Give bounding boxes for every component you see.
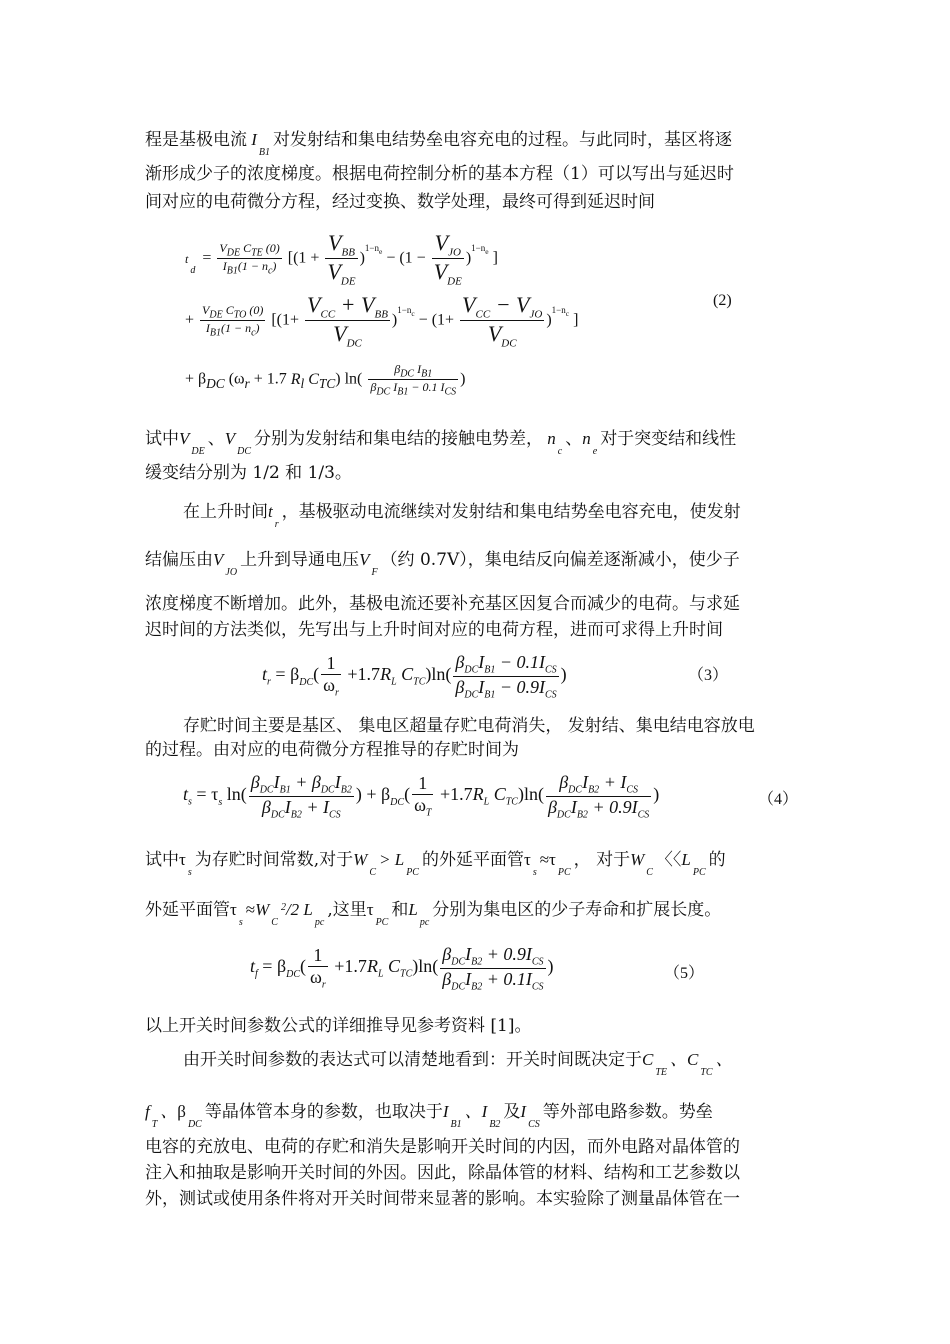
symbol-WC-gt-LPC: $W_C> L_{PC}$ (353, 850, 419, 878)
symbol-WC2-2Lpc: $W_C^2/2$ $L_{pc}$ (255, 900, 325, 928)
symbol-ne: $n_e$ (582, 429, 598, 457)
text-span: 由开关时间参数的表达式可以清楚地看到：开关时间既决定于 (183, 1050, 642, 1070)
text-span: 外延平面管 (145, 900, 230, 920)
symbol-nc: $n_c$ (543, 429, 563, 457)
para1-line2: 渐形成少子的浓度梯度。根据电荷控制分析的基本方程（1）可以写出与延迟时 (145, 164, 734, 184)
para5-line2 (145, 898, 722, 928)
equation-5: $t_f = \beta_{DC}$( $\frac{1}{\omega_r}$ $+1.7R_L$ $C_{TC})\ln$( $\frac{\beta_{DC}I_{B2} + 0.9I_{CS}}{\beta_{DC}I_{B2} + 0.1I_{CS}}$ ) (250, 944, 554, 993)
para7-line1 (183, 1048, 733, 1078)
text-span: 等晶体管本身的参数，也取决于 (204, 1102, 443, 1122)
para3-line2 (145, 548, 740, 578)
equation-5-number: （5） (664, 965, 705, 982)
para4-line2: 的过程。由对应的电荷微分方程推导的存贮时间为 (145, 740, 519, 760)
symbol-IB1-IB2: $I_{B1}$、$I_{B2}$ (442, 1102, 501, 1130)
text-span: 的 (708, 850, 726, 870)
equation-2-number: (2) (713, 292, 732, 309)
text-span: ，基极驱动电流继续对发射结和集电结势垒电容充电，使发射 (281, 502, 741, 522)
symbol-VJO: $V_{JO}$ (213, 550, 238, 578)
symbol-Lpc: $L_{pc}$ (408, 900, 430, 928)
symbol-tau-PC: $\tau_{PC}$ (366, 900, 389, 928)
text-span: 对于突变结和线性 (600, 429, 737, 449)
text-span: 上升到导通电压 (240, 550, 360, 570)
para3-line1 (183, 500, 741, 530)
text-span: 在上升时间 (183, 502, 268, 522)
equation-4: $t_s = \tau_s$ ln( $\frac{\beta_{DC}I_{B1} + \beta_{DC}I_{B2}}{\beta_{DC}I_{B2} + I_{CS}}$ ) + $\beta_{DC}$( $\frac{1}{\omega_T}$ $+1.7R_L$ $C_{TC})\ln$( $\frac{\beta_{DC}I_{B2} + I_{CS}}{\beta_{DC}I_{B2} + 0.9I_{CS}}$ ) (183, 772, 660, 821)
para1-line3: 间对应的电荷微分方程，经过变换、数学处理，最终可得到延迟时间 (145, 192, 655, 212)
equation-2-row3: + $\beta_{DC}$ ($\omega_r + 1.7$ $R_l$ $C_{TC}$) ln( $\frac{\beta_{DC} I_{B1}}{\beta_{DC} I_{B1} - 0.1 I_{CS}}$ ) (185, 362, 466, 398)
equation-3-number: （3） (688, 667, 729, 684)
para7-line5: 外，测试或使用条件将对开关时间带来显著的影响。本实验除了测量晶体管在一 (145, 1189, 740, 1209)
symbol-VF: $V_F$ (359, 550, 378, 578)
text-span: 对发射结和集电结势垒电容充电的过程。与此同时，基区将逐 (273, 130, 733, 150)
symbol-LPC: $L_{PC}$ (681, 850, 706, 878)
symbol-tau-s: $\tau_s$ (179, 850, 192, 878)
text-span: 结偏压由 (145, 550, 213, 570)
text-span: 分别为集电区的少子寿命和扩展长度。 (432, 900, 722, 920)
symbol-VDE: $V_{DE}$ (179, 429, 205, 457)
symbol-IB1: $I_{B1}$ (247, 130, 271, 158)
para1-line1 (145, 128, 733, 158)
text-span: 〈〈 (655, 850, 682, 870)
text-span: 等外部电路参数。势垒 (542, 1102, 713, 1122)
text-span: 程是基极电流 (145, 130, 247, 150)
symbol-tau-approx: $\tau_s\approx\tau_{PC}$ (523, 850, 571, 878)
para2-line1: 试中$V_{DE}$、$V_{DC}$分别为发射结和集电结的接触电势差， $n_c$、$n_e$对于突变结和线性 (145, 429, 737, 457)
equation-3: $t_r = \beta_{DC}$( $\frac{1}{\omega_r}$ $+1.7R_L$ $C_{TC})\ln$( $\frac{\beta_{DC}I_{B1} - 0.1I_{CS}}{\beta_{DC}I_{B1} - 0.9I_{CS}}$ ) (262, 652, 567, 701)
equation-2-row1: $t_d$ = $\frac{V_{DE} C_{TE} (0)}{I_{B1}(1 - n_c)}$ [(1 + $\frac{V_{BB}}{V_{DE}}$ )$^{1-n_e}$ − (1 − $\frac{V_{JO}}{V_{DE}}$ )$^{1-n_e}$ ] (185, 230, 498, 288)
text-span: （约 0.7V），集电结反向偏差逐渐减小，使少子 (380, 550, 740, 570)
para7-line4: 注入和抽取是影响开关时间的外因。因此，除晶体管的材料、结构和工艺参数以 (145, 1163, 740, 1183)
symbol-tr: $t_r$ (268, 502, 279, 530)
para3-line3: 浓度梯度不断增加。此外，基极电流还要补充基区因复合而减少的电荷。与求延 (145, 594, 740, 614)
text-span: 及 (503, 1102, 521, 1122)
symbol-WC: $W_C$ (630, 850, 653, 878)
equation-4-number: （4） (758, 791, 799, 808)
para4-line1: 存贮时间主要是基区、 集电区超量存贮电荷消失， 发射结、集电结电容放电 (183, 716, 755, 736)
symbol-tau-s-approx: $\tau_s\approx$ (230, 900, 256, 928)
para6-line1: 以上开关时间参数公式的详细推导见参考资料 [1]。 (145, 1016, 532, 1036)
text-span: ,这里 (327, 900, 367, 920)
para2-line2: 缓变结分别为 1/2 和 1/3。 (145, 463, 352, 483)
text-span: 的外延平面管 (421, 850, 524, 870)
equation-2-row2: + $\frac{V_{DE} C_{TO} (0)}{I_{B1}(1 - n_c)}$ [(1+ $\frac{V_{CC} + V_{BB}}{V_{DC}}$ )$^{1-n_c}$ − (1+ $\frac{V_{CC} - V_{JO}}{V_{DC}}$ )$^{1-n_c}$ ] (185, 292, 579, 350)
para7-line3: 电容的充放电、电荷的存贮和消失是影响开关时间的内因，而外电路对晶体管的 (145, 1137, 740, 1157)
symbol-CTE-CTC: $C_{TE}$、$C_{TC}$、 (642, 1050, 733, 1078)
text-span: 分别为发射结和集电结的接触电势差， (254, 429, 544, 449)
symbol-VDC: $V_{DC}$ (224, 429, 252, 457)
para3-line4: 迟时间的方法类似，先写出与上升时间对应的电荷方程，进而可求得上升时间 (145, 620, 723, 640)
text-span: 试中 (145, 850, 179, 870)
text-span: ， 对于 (573, 850, 631, 870)
para7-line2 (145, 1100, 713, 1130)
text-span: 和 (391, 900, 409, 920)
text-span: 为存贮时间常数,对于 (194, 850, 354, 870)
para5-line1 (145, 848, 726, 878)
text-span: 试中 (145, 429, 179, 449)
symbol-fT-beta: $f_T$、$\beta_{DC}$ (145, 1102, 202, 1130)
symbol-ICS: $I_{CS}$ (520, 1102, 540, 1130)
